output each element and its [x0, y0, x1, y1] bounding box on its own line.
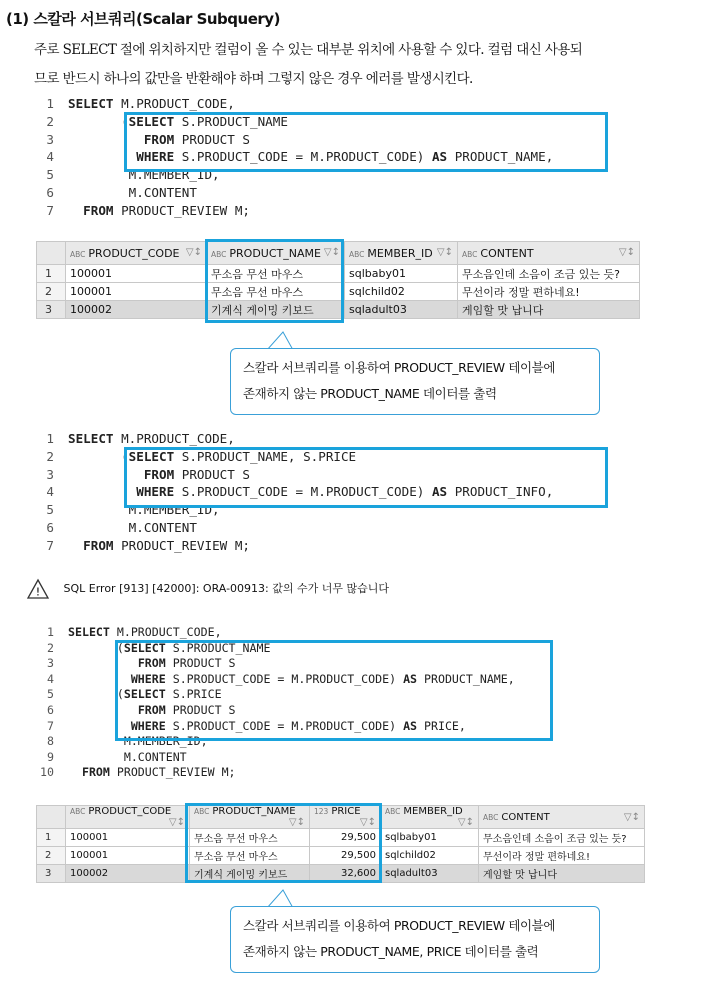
code-line: FROM PRODUCT S	[137, 656, 236, 671]
table-cell[interactable]: sqladult03	[345, 301, 458, 319]
line-number: 7	[47, 718, 54, 733]
code-line: SELECT M.PRODUCT_CODE,	[68, 625, 222, 639]
code-line: WHERE S.PRODUCT_CODE = M.PRODUCT_CODE) AS PRODUCT_INFO,	[136, 484, 554, 500]
error-message: SQL Error [913] [42000]: ORA-00913: 값의 수가 너무 많습니다	[63, 582, 389, 595]
table-cell[interactable]: 100001	[66, 829, 190, 847]
line-number: 6	[46, 520, 54, 535]
code-line: SELECT M.PRODUCT_CODE,	[68, 96, 235, 111]
table-cell[interactable]: 100002	[66, 301, 207, 319]
column-header-price[interactable]: 123 PRICE ▽↕	[310, 806, 381, 829]
code-line: (SELECT S.PRICE	[68, 687, 222, 702]
code-line: FROM PRODUCT S	[143, 466, 250, 482]
line-number: 3	[47, 656, 54, 671]
column-header-member-id[interactable]: ABC MEMBER_ID ▽↕	[381, 806, 479, 829]
filter-sort-icon[interactable]: ▽↕	[618, 246, 635, 258]
subquery-highlight-3	[115, 640, 553, 741]
filter-sort-icon[interactable]: ▽↕	[185, 246, 202, 258]
filter-sort-icon[interactable]: ▽↕	[623, 811, 640, 823]
name-price-columns-highlight	[185, 803, 382, 883]
filter-sort-icon[interactable]: ▽↕	[323, 246, 340, 258]
table-cell[interactable]: 게임할 맛 납니다	[458, 301, 640, 319]
line-number: 1	[47, 625, 54, 639]
code-line: FROM PRODUCT_REVIEW M;	[83, 537, 250, 553]
filter-sort-icon[interactable]: ▽↕	[457, 817, 474, 828]
code-line: FROM PRODUCT S	[137, 703, 236, 717]
row-number: 2	[37, 847, 66, 865]
line-number: 4	[46, 484, 54, 500]
filter-sort-icon[interactable]: ▽↕	[168, 817, 185, 828]
line-number: 3	[46, 466, 54, 482]
code-line: WHERE S.PRODUCT_CODE = M.PRODUCT_CODE) AS PRODUCT_NAME,	[130, 671, 515, 686]
svg-text:!: !	[35, 585, 41, 599]
row-number: 3	[37, 301, 66, 319]
line-number: 7	[46, 202, 54, 218]
callout-1-line-1: 스칼라 서브쿼리를 이용하여 PRODUCT_REVIEW 테이블에	[243, 360, 556, 375]
callout-2	[230, 906, 600, 973]
table-cell[interactable]: 32,600	[310, 865, 381, 883]
row-number: 3	[37, 865, 66, 883]
line-number: 10	[40, 765, 54, 780]
filter-sort-icon[interactable]: ▽↕	[288, 817, 305, 828]
row-number: 1	[37, 265, 66, 283]
table-cell[interactable]: 100001	[66, 847, 190, 865]
table-cell[interactable]: 29,500	[310, 847, 381, 865]
table-cell[interactable]: 100001	[66, 283, 207, 301]
table-cell[interactable]: 무소음 무선 마우스	[207, 283, 345, 301]
table-cell[interactable]: 무소음 무선 마우스	[207, 265, 345, 283]
callout-2-line-1: 스칼라 서브쿼리를 이용하여 PRODUCT_REVIEW 테이블에	[243, 918, 556, 933]
product-name-column-highlight-1	[205, 239, 344, 323]
code-line: M.CONTENT	[68, 185, 197, 200]
section-title: (1) 스칼라 서브쿼리(Scalar Subquery)	[6, 10, 280, 28]
table-cell[interactable]: sqlbaby01	[345, 265, 458, 283]
code-line: M.CONTENT	[68, 749, 187, 764]
line-number: 6	[46, 185, 54, 200]
error-line	[26, 578, 389, 600]
line-number: 4	[47, 671, 54, 686]
filter-sort-icon[interactable]: ▽↕	[436, 246, 453, 258]
row-number: 2	[37, 283, 66, 301]
table-cell[interactable]: 무소음인데 소음이 조금 있는 듯?	[479, 829, 645, 847]
table-cell[interactable]: 기계식 게이밍 키보드	[190, 865, 310, 883]
line-number: 7	[46, 537, 54, 553]
callout-1-line-2: 존재하지 않는 PRODUCT_NAME 데이터를 출력	[243, 386, 497, 401]
table-cell[interactable]: 무선이라 정말 편하네요!	[458, 283, 640, 301]
warning-icon	[26, 578, 50, 600]
column-header-product-code[interactable]: ABC PRODUCT_CODE ▽↕	[66, 242, 207, 265]
line-number: 2	[47, 640, 54, 655]
paragraph-line-2: 므로 반드시 하나의 값만을 반환해야 하며 그렇지 않은 경우 에러를 발생시킨다.	[34, 71, 473, 87]
grid-corner	[37, 806, 66, 829]
code-line: M.MEMBER_ID,	[68, 502, 220, 518]
table-cell[interactable]: sqladult03	[381, 865, 479, 883]
callout-pointer-2	[265, 888, 295, 908]
line-number: 5	[47, 687, 54, 702]
column-header-content[interactable]: ABC CONTENT ▽↕	[458, 242, 640, 265]
table-cell[interactable]: 무소음 무선 마우스	[190, 847, 310, 865]
code-line: WHERE S.PRODUCT_CODE = M.PRODUCT_CODE) AS PRICE,	[130, 718, 466, 733]
table-cell[interactable]: 게임할 맛 납니다	[479, 865, 645, 883]
line-number: 1	[46, 431, 54, 446]
table-cell[interactable]: 무소음인데 소음이 조금 있는 듯?	[458, 265, 640, 283]
table-cell[interactable]: sqlbaby01	[381, 829, 479, 847]
code-line: M.MEMBER_ID,	[68, 167, 220, 183]
callout-pointer-1	[265, 330, 295, 350]
code-line: FROM PRODUCT_REVIEW M;	[81, 765, 236, 780]
column-header-content[interactable]: ABC CONTENT ▽↕	[479, 806, 645, 829]
table-cell[interactable]: 무소음 무선 마우스	[190, 829, 310, 847]
line-number: 3	[46, 131, 54, 147]
callout-1	[230, 348, 600, 415]
line-number: 5	[46, 502, 54, 518]
code-line: FROM PRODUCT S	[143, 131, 250, 147]
line-number: 1	[46, 96, 54, 111]
line-number: 2	[46, 448, 54, 464]
line-number: 2	[46, 113, 54, 129]
code-line: WHERE S.PRODUCT_CODE = M.PRODUCT_CODE) AS PRODUCT_NAME,	[136, 149, 554, 165]
code-line: M.MEMBER_ID,	[68, 734, 208, 749]
line-number: 9	[47, 749, 54, 764]
code-line: M.CONTENT	[68, 520, 197, 535]
callout-2-line-2: 존재하지 않는 PRODUCT_NAME, PRICE 데이터를 출력	[243, 944, 539, 959]
grid-corner	[37, 242, 66, 265]
code-line: SELECT M.PRODUCT_CODE,	[68, 431, 235, 446]
column-header-product-name[interactable]: ABC PRODUCT_NAME ▽↕	[207, 242, 345, 265]
line-number: 8	[47, 734, 54, 749]
table-cell[interactable]: 기계식 게이밍 키보드	[207, 301, 345, 319]
subquery-highlight-2	[124, 447, 608, 508]
line-number: 5	[46, 167, 54, 183]
subquery-highlight-1	[124, 112, 608, 172]
table-cell[interactable]: 100001	[66, 265, 207, 283]
column-header-member-id[interactable]: ABC MEMBER_ID ▽↕	[345, 242, 458, 265]
column-header-product-code[interactable]: ABC PRODUCT_CODE ▽↕	[66, 806, 190, 829]
code-line: FROM PRODUCT_REVIEW M;	[83, 202, 250, 218]
paragraph-line-1: 주로 SELECT 절에 위치하지만 컬럼이 올 수 있는 대부분 위치에 사용할 수 있다. 컬럼 대신 사용되	[34, 42, 583, 58]
table-cell[interactable]: sqlchild02	[381, 847, 479, 865]
row-number: 1	[37, 829, 66, 847]
code-line: (SELECT S.PRODUCT_NAME	[68, 113, 288, 129]
code-line: (SELECT S.PRODUCT_NAME, S.PRICE	[68, 448, 357, 464]
table-cell[interactable]: 29,500	[310, 829, 381, 847]
table-cell[interactable]: 100002	[66, 865, 190, 883]
line-number: 6	[47, 703, 54, 717]
column-header-product-name[interactable]: ABC PRODUCT_NAME ▽↕	[190, 806, 310, 829]
code-line: (SELECT S.PRODUCT_NAME	[68, 640, 271, 655]
table-cell[interactable]: sqlchild02	[345, 283, 458, 301]
line-number: 4	[46, 149, 54, 165]
filter-sort-icon[interactable]: ▽↕	[359, 817, 376, 828]
table-cell[interactable]: 무선이라 정말 편하네요!	[479, 847, 645, 865]
